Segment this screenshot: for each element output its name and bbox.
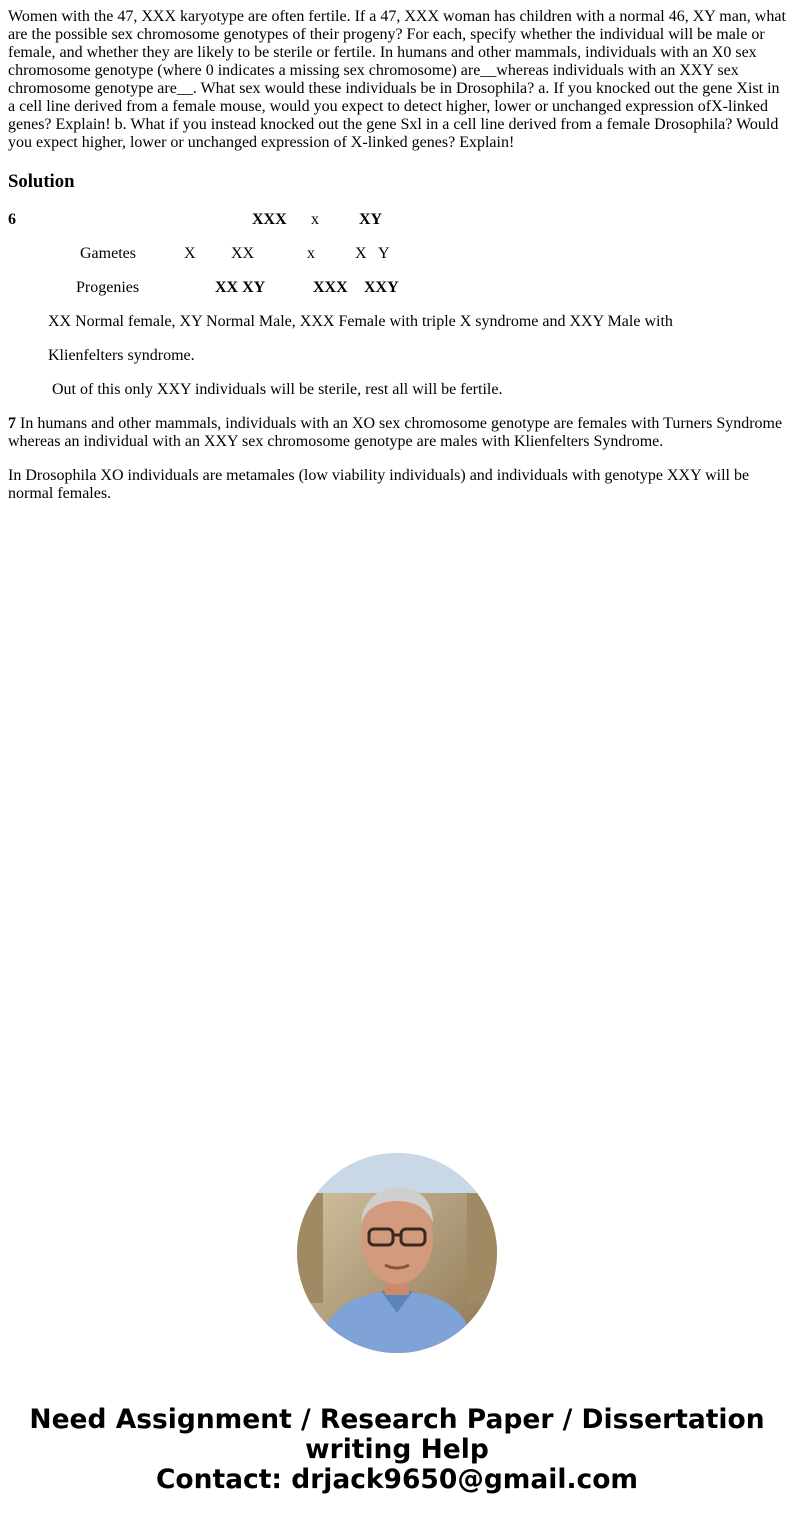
answer-6-number: 6: [8, 211, 16, 228]
cross-parent-2: XY: [359, 211, 383, 228]
promo-line-1: Need Assignment / Research Paper / Dissertation: [29, 1404, 765, 1435]
answer-6-line-2: Klienfelters syndrome.: [48, 347, 195, 364]
answer-6-line-1: XX Normal female, XY Normal Male, XXX Female with triple X syndrome and XXY Male with: [48, 313, 673, 330]
gametes-label: Gametes: [80, 245, 136, 262]
promo-line-2: writing Help: [305, 1434, 489, 1465]
answer-7-drosophila: In Drosophila XO individuals are metamales (low viability individuals) and individuals with genotype XXY will be normal females.: [8, 467, 750, 502]
cross-symbol: x: [311, 211, 319, 228]
gamete-3: X: [355, 245, 367, 262]
cross-parent-1: XXX: [252, 211, 287, 228]
gamete-cross-symbol: x: [307, 245, 315, 262]
gamete-4: Y: [378, 245, 390, 262]
progenies-label: Progenies: [76, 279, 140, 296]
answer-7-paragraph: [8, 415, 788, 451]
progeny-1: XX XY: [215, 279, 266, 296]
answer-6-line-3: Out of this only XXY individuals will be sterile, rest all will be fertile.: [52, 381, 503, 398]
progeny-2: XXX: [313, 279, 348, 296]
gamete-1: X: [184, 245, 196, 262]
solution-heading: Solution: [8, 171, 75, 192]
progeny-3: XXY: [364, 279, 399, 296]
question-text: Women with the 47, XXX karyotype are often fertile. If a 47, XXX woman has children with a normal 46, XY man, what are the possible sex chromosome genotypes of their progeny? For each, specify whether the individual will be male or female, and whether they are likely to be sterile or fertile. In humans and other mammals, individuals with an X0 sex chromosome genotype (where 0 indicates a missing sex chromosome) are__whereas individuals with an XXY sex chromosome genotype are__. What sex would these individuals be in Drosophila? a. If you knocked out the gene Xist in a cell line derived from a female mouse, would you expect to detect higher, lower or unchanged expression ofX-linked genes? Explain! b. What if you instead knocked out the gene Sxl in a cell line derived from a female Drosophila? Would you expect higher, lower or unchanged expression of X-linked genes? Explain!: [8, 8, 786, 151]
author-photo: [297, 1153, 497, 1353]
answer-7-text: In humans and other mammals, individuals with an XO sex chromosome genotype are females with Turners Syndrome whereas an individual with an XXY sex chromosome genotype are males with Klienfelters Syndrome.: [8, 415, 783, 450]
promo-contact: Contact: drjack9650@gmail.com: [155, 1464, 639, 1495]
gamete-2: XX: [231, 245, 255, 262]
answer-7-number: 7: [8, 415, 16, 432]
